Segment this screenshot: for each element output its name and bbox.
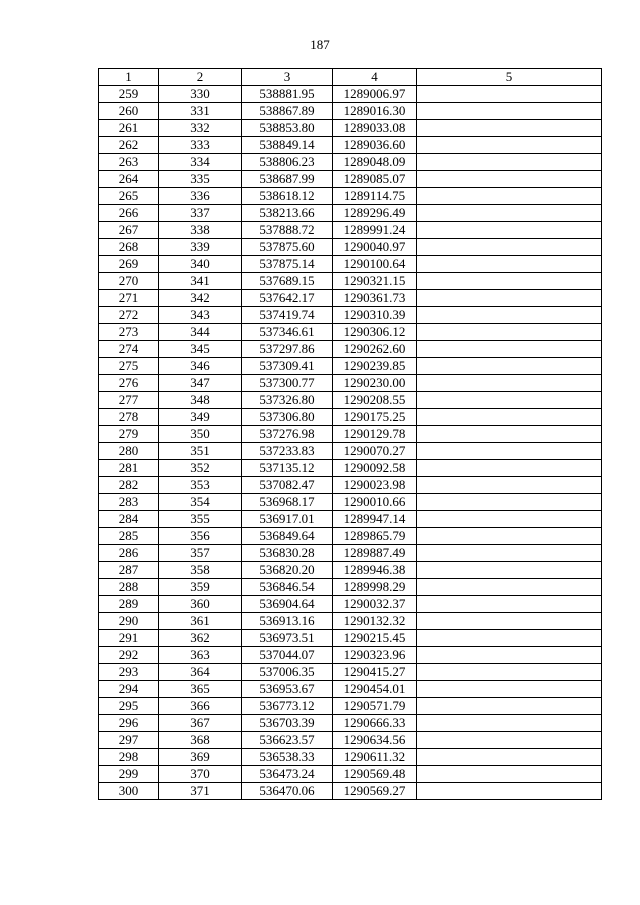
- y-coordinate-cell: 1289016.30: [333, 103, 417, 120]
- note-cell: [417, 120, 602, 137]
- table-row: [99, 681, 602, 698]
- table-row: [99, 205, 602, 222]
- table-row: [99, 375, 602, 392]
- point-number-cell: 364: [159, 664, 242, 681]
- y-coordinate-cell: 1289865.79: [333, 528, 417, 545]
- point-number-cell: 368: [159, 732, 242, 749]
- note-cell: [417, 528, 602, 545]
- point-number-cell: 349: [159, 409, 242, 426]
- y-coordinate-cell: 1289085.07: [333, 171, 417, 188]
- y-coordinate-cell: 1289048.09: [333, 154, 417, 171]
- table-row: [99, 460, 602, 477]
- y-coordinate-cell: 1290132.32: [333, 613, 417, 630]
- row-number-cell: 261: [99, 120, 159, 137]
- table-row: [99, 664, 602, 681]
- row-number-cell: 296: [99, 715, 159, 732]
- x-coordinate-cell: 537300.77: [242, 375, 333, 392]
- point-number-cell: 362: [159, 630, 242, 647]
- note-cell: [417, 256, 602, 273]
- table-row: [99, 630, 602, 647]
- y-coordinate-cell: 1290215.45: [333, 630, 417, 647]
- table-row: [99, 392, 602, 409]
- point-number-cell: 351: [159, 443, 242, 460]
- note-cell: [417, 154, 602, 171]
- x-coordinate-cell: 536820.20: [242, 562, 333, 579]
- x-coordinate-cell: 536830.28: [242, 545, 333, 562]
- header-cell-1: 1: [99, 69, 159, 86]
- note-cell: [417, 681, 602, 698]
- note-cell: [417, 426, 602, 443]
- row-number-cell: 276: [99, 375, 159, 392]
- note-cell: [417, 630, 602, 647]
- table-body: [99, 86, 602, 800]
- row-number-cell: 292: [99, 647, 159, 664]
- table-row: [99, 698, 602, 715]
- point-number-cell: 339: [159, 239, 242, 256]
- y-coordinate-cell: 1290323.96: [333, 647, 417, 664]
- table-row: [99, 103, 602, 120]
- x-coordinate-cell: 538806.23: [242, 154, 333, 171]
- x-coordinate-cell: 538881.95: [242, 86, 333, 103]
- point-number-cell: 360: [159, 596, 242, 613]
- point-number-cell: 347: [159, 375, 242, 392]
- row-number-cell: 295: [99, 698, 159, 715]
- row-number-cell: 283: [99, 494, 159, 511]
- table-row: [99, 171, 602, 188]
- x-coordinate-cell: 537276.98: [242, 426, 333, 443]
- header-cell-5: 5: [417, 69, 602, 86]
- table-row: [99, 256, 602, 273]
- x-coordinate-cell: 537233.83: [242, 443, 333, 460]
- note-cell: [417, 494, 602, 511]
- table-row: [99, 409, 602, 426]
- table-header: [99, 69, 602, 86]
- note-cell: [417, 783, 602, 800]
- x-coordinate-cell: 537006.35: [242, 664, 333, 681]
- table-row: [99, 494, 602, 511]
- point-number-cell: 348: [159, 392, 242, 409]
- note-cell: [417, 545, 602, 562]
- x-coordinate-cell: 536904.64: [242, 596, 333, 613]
- point-number-cell: 340: [159, 256, 242, 273]
- table-row: [99, 596, 602, 613]
- y-coordinate-cell: 1289006.97: [333, 86, 417, 103]
- point-number-cell: 363: [159, 647, 242, 664]
- point-number-cell: 350: [159, 426, 242, 443]
- point-number-cell: 366: [159, 698, 242, 715]
- row-number-cell: 288: [99, 579, 159, 596]
- point-number-cell: 335: [159, 171, 242, 188]
- table-row: [99, 188, 602, 205]
- table-row: [99, 154, 602, 171]
- row-number-cell: 271: [99, 290, 159, 307]
- y-coordinate-cell: 1290634.56: [333, 732, 417, 749]
- point-number-cell: 345: [159, 341, 242, 358]
- point-number-cell: 338: [159, 222, 242, 239]
- row-number-cell: 260: [99, 103, 159, 120]
- y-coordinate-cell: 1290230.00: [333, 375, 417, 392]
- point-number-cell: 370: [159, 766, 242, 783]
- y-coordinate-cell: 1290306.12: [333, 324, 417, 341]
- y-coordinate-cell: 1290010.66: [333, 494, 417, 511]
- y-coordinate-cell: 1290239.85: [333, 358, 417, 375]
- header-cell-2: 2: [159, 69, 242, 86]
- row-number-cell: 277: [99, 392, 159, 409]
- x-coordinate-cell: 536968.17: [242, 494, 333, 511]
- table-row: [99, 749, 602, 766]
- y-coordinate-cell: 1290569.48: [333, 766, 417, 783]
- point-number-cell: 336: [159, 188, 242, 205]
- header-cell-4: 4: [333, 69, 417, 86]
- y-coordinate-cell: 1290129.78: [333, 426, 417, 443]
- row-number-cell: 290: [99, 613, 159, 630]
- table-row: [99, 324, 602, 341]
- note-cell: [417, 647, 602, 664]
- row-number-cell: 262: [99, 137, 159, 154]
- y-coordinate-cell: 1289296.49: [333, 205, 417, 222]
- row-number-cell: 270: [99, 273, 159, 290]
- x-coordinate-cell: 538849.14: [242, 137, 333, 154]
- row-number-cell: 293: [99, 664, 159, 681]
- point-number-cell: 342: [159, 290, 242, 307]
- x-coordinate-cell: 536913.16: [242, 613, 333, 630]
- y-coordinate-cell: 1289114.75: [333, 188, 417, 205]
- note-cell: [417, 443, 602, 460]
- table-row: [99, 477, 602, 494]
- note-cell: [417, 375, 602, 392]
- y-coordinate-cell: 1290415.27: [333, 664, 417, 681]
- y-coordinate-cell: 1290571.79: [333, 698, 417, 715]
- y-coordinate-cell: 1290321.15: [333, 273, 417, 290]
- y-coordinate-cell: 1290262.60: [333, 341, 417, 358]
- header-row: [99, 69, 602, 86]
- point-number-cell: 352: [159, 460, 242, 477]
- row-number-cell: 289: [99, 596, 159, 613]
- point-number-cell: 332: [159, 120, 242, 137]
- y-coordinate-cell: 1290454.01: [333, 681, 417, 698]
- point-number-cell: 361: [159, 613, 242, 630]
- table-row: [99, 562, 602, 579]
- table-row: [99, 613, 602, 630]
- row-number-cell: 285: [99, 528, 159, 545]
- point-number-cell: 357: [159, 545, 242, 562]
- point-number-cell: 367: [159, 715, 242, 732]
- x-coordinate-cell: 537044.07: [242, 647, 333, 664]
- row-number-cell: 266: [99, 205, 159, 222]
- coordinates-table: [98, 68, 602, 800]
- x-coordinate-cell: 537135.12: [242, 460, 333, 477]
- y-coordinate-cell: 1290310.39: [333, 307, 417, 324]
- row-number-cell: 280: [99, 443, 159, 460]
- y-coordinate-cell: 1289033.08: [333, 120, 417, 137]
- note-cell: [417, 664, 602, 681]
- x-coordinate-cell: 536470.06: [242, 783, 333, 800]
- x-coordinate-cell: 537326.80: [242, 392, 333, 409]
- row-number-cell: 269: [99, 256, 159, 273]
- point-number-cell: 365: [159, 681, 242, 698]
- row-number-cell: 291: [99, 630, 159, 647]
- table-row: [99, 341, 602, 358]
- row-number-cell: 281: [99, 460, 159, 477]
- table-row: [99, 528, 602, 545]
- point-number-cell: 371: [159, 783, 242, 800]
- point-number-cell: 356: [159, 528, 242, 545]
- table-row: [99, 715, 602, 732]
- y-coordinate-cell: 1290070.27: [333, 443, 417, 460]
- row-number-cell: 298: [99, 749, 159, 766]
- row-number-cell: 264: [99, 171, 159, 188]
- row-number-cell: 273: [99, 324, 159, 341]
- row-number-cell: 287: [99, 562, 159, 579]
- x-coordinate-cell: 537346.61: [242, 324, 333, 341]
- x-coordinate-cell: 536473.24: [242, 766, 333, 783]
- note-cell: [417, 103, 602, 120]
- note-cell: [417, 188, 602, 205]
- point-number-cell: 359: [159, 579, 242, 596]
- point-number-cell: 334: [159, 154, 242, 171]
- row-number-cell: 279: [99, 426, 159, 443]
- y-coordinate-cell: 1290666.33: [333, 715, 417, 732]
- row-number-cell: 265: [99, 188, 159, 205]
- note-cell: [417, 86, 602, 103]
- note-cell: [417, 715, 602, 732]
- x-coordinate-cell: 536623.57: [242, 732, 333, 749]
- x-coordinate-cell: 537419.74: [242, 307, 333, 324]
- table-row: [99, 120, 602, 137]
- y-coordinate-cell: 1290175.25: [333, 409, 417, 426]
- note-cell: [417, 766, 602, 783]
- x-coordinate-cell: 538853.80: [242, 120, 333, 137]
- row-number-cell: 272: [99, 307, 159, 324]
- point-number-cell: 358: [159, 562, 242, 579]
- table-row: [99, 647, 602, 664]
- note-cell: [417, 205, 602, 222]
- table-row: [99, 443, 602, 460]
- row-number-cell: 259: [99, 86, 159, 103]
- point-number-cell: 344: [159, 324, 242, 341]
- point-number-cell: 333: [159, 137, 242, 154]
- x-coordinate-cell: 536953.67: [242, 681, 333, 698]
- x-coordinate-cell: 537309.41: [242, 358, 333, 375]
- note-cell: [417, 137, 602, 154]
- note-cell: [417, 392, 602, 409]
- note-cell: [417, 732, 602, 749]
- x-coordinate-cell: 537306.80: [242, 409, 333, 426]
- y-coordinate-cell: 1289036.60: [333, 137, 417, 154]
- x-coordinate-cell: 537642.17: [242, 290, 333, 307]
- y-coordinate-cell: 1290569.27: [333, 783, 417, 800]
- y-coordinate-cell: 1289946.38: [333, 562, 417, 579]
- y-coordinate-cell: 1290611.32: [333, 749, 417, 766]
- x-coordinate-cell: 536846.54: [242, 579, 333, 596]
- x-coordinate-cell: 536973.51: [242, 630, 333, 647]
- x-coordinate-cell: 536538.33: [242, 749, 333, 766]
- x-coordinate-cell: 538618.12: [242, 188, 333, 205]
- y-coordinate-cell: 1289998.29: [333, 579, 417, 596]
- row-number-cell: 268: [99, 239, 159, 256]
- x-coordinate-cell: 537297.86: [242, 341, 333, 358]
- note-cell: [417, 239, 602, 256]
- header-cell-3: 3: [242, 69, 333, 86]
- table-row: [99, 222, 602, 239]
- point-number-cell: 369: [159, 749, 242, 766]
- row-number-cell: 299: [99, 766, 159, 783]
- table-row: [99, 783, 602, 800]
- note-cell: [417, 579, 602, 596]
- table-row: [99, 137, 602, 154]
- y-coordinate-cell: 1289991.24: [333, 222, 417, 239]
- row-number-cell: 300: [99, 783, 159, 800]
- note-cell: [417, 358, 602, 375]
- point-number-cell: 331: [159, 103, 242, 120]
- note-cell: [417, 562, 602, 579]
- x-coordinate-cell: 537875.14: [242, 256, 333, 273]
- table-row: [99, 511, 602, 528]
- row-number-cell: 286: [99, 545, 159, 562]
- note-cell: [417, 273, 602, 290]
- row-number-cell: 275: [99, 358, 159, 375]
- note-cell: [417, 613, 602, 630]
- table-row: [99, 307, 602, 324]
- point-number-cell: 343: [159, 307, 242, 324]
- table-row: [99, 579, 602, 596]
- y-coordinate-cell: 1289887.49: [333, 545, 417, 562]
- table-row: [99, 732, 602, 749]
- note-cell: [417, 698, 602, 715]
- point-number-cell: 337: [159, 205, 242, 222]
- y-coordinate-cell: 1290361.73: [333, 290, 417, 307]
- table-row: [99, 290, 602, 307]
- x-coordinate-cell: 537689.15: [242, 273, 333, 290]
- row-number-cell: 278: [99, 409, 159, 426]
- x-coordinate-cell: 538213.66: [242, 205, 333, 222]
- y-coordinate-cell: 1289947.14: [333, 511, 417, 528]
- y-coordinate-cell: 1290100.64: [333, 256, 417, 273]
- note-cell: [417, 460, 602, 477]
- x-coordinate-cell: 537888.72: [242, 222, 333, 239]
- point-number-cell: 330: [159, 86, 242, 103]
- row-number-cell: 284: [99, 511, 159, 528]
- row-number-cell: 267: [99, 222, 159, 239]
- table-row: [99, 766, 602, 783]
- note-cell: [417, 409, 602, 426]
- table-row: [99, 426, 602, 443]
- point-number-cell: 341: [159, 273, 242, 290]
- note-cell: [417, 511, 602, 528]
- note-cell: [417, 477, 602, 494]
- note-cell: [417, 749, 602, 766]
- point-number-cell: 355: [159, 511, 242, 528]
- page-number: 187: [310, 37, 330, 52]
- note-cell: [417, 596, 602, 613]
- note-cell: [417, 171, 602, 188]
- table-row: [99, 239, 602, 256]
- y-coordinate-cell: 1290208.55: [333, 392, 417, 409]
- x-coordinate-cell: 537082.47: [242, 477, 333, 494]
- note-cell: [417, 324, 602, 341]
- table-row: [99, 545, 602, 562]
- x-coordinate-cell: 537875.60: [242, 239, 333, 256]
- row-number-cell: 294: [99, 681, 159, 698]
- point-number-cell: 353: [159, 477, 242, 494]
- x-coordinate-cell: 536773.12: [242, 698, 333, 715]
- table-row: [99, 273, 602, 290]
- y-coordinate-cell: 1290040.97: [333, 239, 417, 256]
- y-coordinate-cell: 1290023.98: [333, 477, 417, 494]
- point-number-cell: 346: [159, 358, 242, 375]
- point-number-cell: 354: [159, 494, 242, 511]
- row-number-cell: 274: [99, 341, 159, 358]
- x-coordinate-cell: 536849.64: [242, 528, 333, 545]
- y-coordinate-cell: 1290092.58: [333, 460, 417, 477]
- row-number-cell: 282: [99, 477, 159, 494]
- note-cell: [417, 222, 602, 239]
- table-row: [99, 86, 602, 103]
- note-cell: [417, 307, 602, 324]
- x-coordinate-cell: 536703.39: [242, 715, 333, 732]
- x-coordinate-cell: 538687.99: [242, 171, 333, 188]
- table-row: [99, 358, 602, 375]
- x-coordinate-cell: 538867.89: [242, 103, 333, 120]
- y-coordinate-cell: 1290032.37: [333, 596, 417, 613]
- note-cell: [417, 341, 602, 358]
- row-number-cell: 263: [99, 154, 159, 171]
- row-number-cell: 297: [99, 732, 159, 749]
- note-cell: [417, 290, 602, 307]
- x-coordinate-cell: 536917.01: [242, 511, 333, 528]
